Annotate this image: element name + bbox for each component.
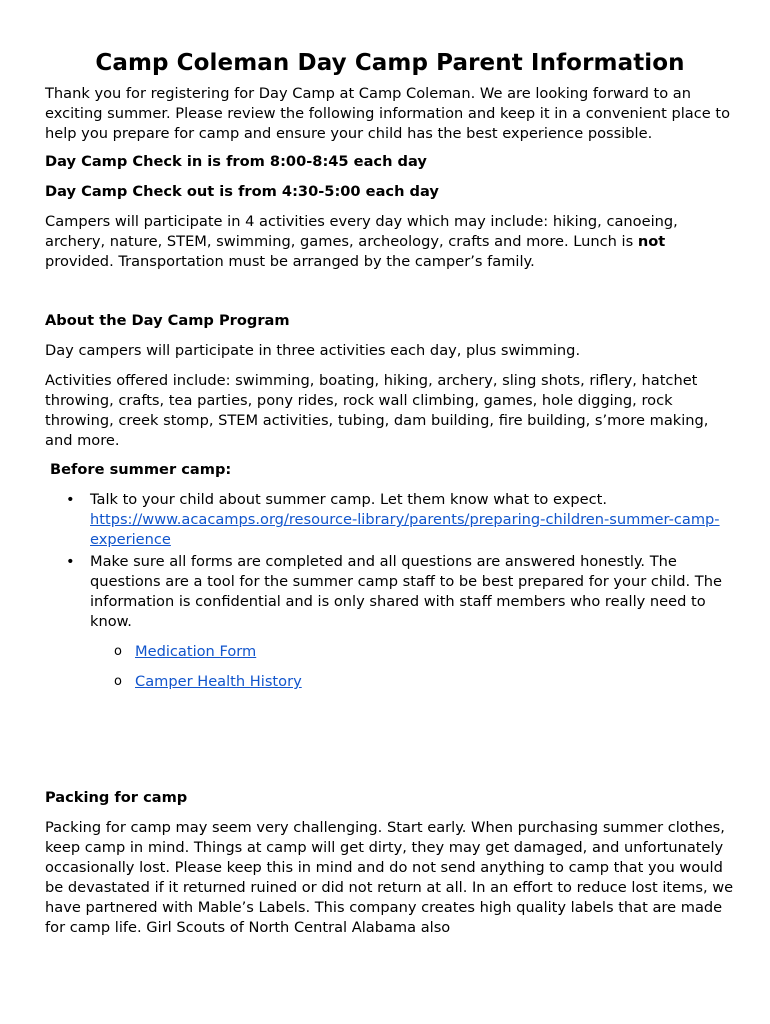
packing-heading: Packing for camp [45,789,188,806]
about-paragraph-2: Activities offered include: swimming, boating, hiking, archery, sling shots, riflery, hatchet throwing, crafts, tea parties, pony rides, rock wall climbing, games, hole digging, rock throwing, creek stomp, STEM activities, tubing, dam building, fire building, s’more making, and more. [45,372,709,449]
packing-paragraph: Packing for camp may seem very challenging. Start early. When purchasing summer clothes, keep camp in mind. Things at camp will get dirty, they may get damaged, and unfortunately occasionally lost. Please keep this in mind and do not send anything to camp that you would be devastated if it returned ruined or did not return at all. In an effort to reduce lost items, we have partnered with Mable’s Labels. This company creates high quality labels that are made for camp life. Girl Scouts of North Central Alabama also [45,819,734,936]
page-title: Camp Coleman Day Camp Parent Information [95,50,685,76]
activities-paragraph [45,212,735,272]
list-item [45,552,735,692]
before-camp-list [45,490,735,692]
sub-list-item [90,672,735,692]
activities-text: Campers will participate in 4 activities every day which may include: hiking, canoeing, archery, nature, STEM, swimming, games, archeology, crafts and more. Lunch is [45,213,678,250]
medication-form-link[interactable]: Medication Form [135,643,257,660]
activities-text-end: provided. Transportation must be arranged by the camper’s family. [45,253,535,270]
list-item-text: Make sure all forms are completed and all questions are answered honestly. The questions are a tool for the summer camp staff to be best prepared for your child. The information is confidential and is only shared with staff members who really need to know. [90,553,722,630]
check-out-info: Day Camp Check out is from 4:30-5:00 each day [45,183,439,200]
camper-health-history-link[interactable]: Camper Health History [135,673,302,690]
list-item-text: Talk to your child about summer camp. Let them know what to expect. [90,491,607,508]
about-heading: About the Day Camp Program [45,312,290,329]
aca-resource-link[interactable]: https://www.acacamps.org/resource-library/parents/preparing-children-summer-camp-experience [90,511,720,548]
sub-bullet-icon: o [114,644,122,659]
activities-bold-word: not [637,233,666,250]
before-camp-heading: Before summer camp: [50,461,232,478]
list-item [45,490,735,550]
check-in-info: Day Camp Check in is from 8:00-8:45 each day [45,153,427,170]
sub-bullet-icon: o [114,674,122,689]
forms-sublist [90,642,735,692]
about-paragraph-1: Day campers will participate in three activities each day, plus swimming. [45,342,581,359]
document-page [45,48,735,938]
sub-list-item [90,642,735,662]
bullet-icon: • [66,553,75,570]
bullet-icon: • [66,491,75,508]
intro-paragraph: Thank you for registering for Day Camp at Camp Coleman. We are looking forward to an exciting summer. Please review the following information and keep it in a convenient place to help you prepare for camp and ensure your child has the best experience possible. [45,85,730,142]
